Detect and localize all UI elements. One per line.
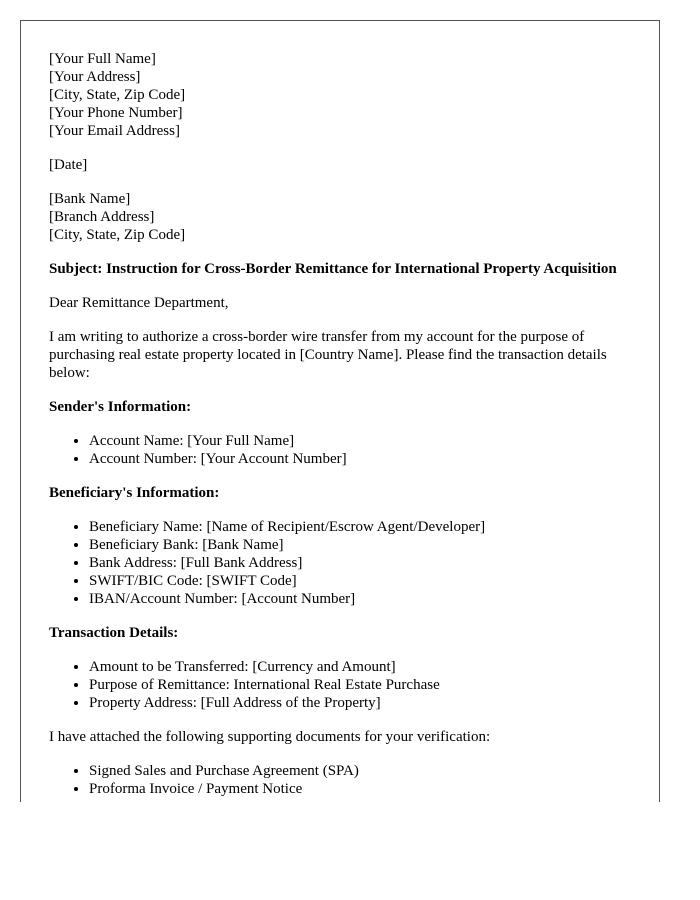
sender-city-state-zip: [City, State, Zip Code] <box>49 87 186 103</box>
bank-branch-address: [Branch Address] <box>49 209 155 225</box>
sender-phone: [Your Phone Number] <box>49 105 183 121</box>
subject-line: Subject: Instruction for Cross-Border Remittance for International Property Acquisition <box>49 261 617 277</box>
list-item: • SWIFT/BIC Code: [SWIFT Code] <box>89 572 631 590</box>
sender-email: [Your Email Address] <box>49 123 180 139</box>
transaction-details-list <box>49 658 631 712</box>
intro-paragraph: I am writing to authorize a cross-border wire transfer from my account for the purpose of purchasing real estate property located in [Country Name]. Please find the transaction details below: <box>49 329 607 381</box>
letter-date: [Date] <box>49 157 88 173</box>
list-item: • Property Address: [Full Address of the Property] <box>89 694 631 712</box>
sender-info-heading: Sender's Information: <box>49 399 192 415</box>
list-item: • Signed Sales and Purchase Agreement (SPA) <box>89 762 631 780</box>
letter-page <box>20 20 660 802</box>
list-item: • Beneficiary Name: [Name of Recipient/Escrow Agent/Developer] <box>89 518 631 536</box>
sender-full-name: [Your Full Name] <box>49 51 156 67</box>
attachments-intro: I have attached the following supporting documents for your verification: <box>49 729 491 745</box>
list-item: • Proforma Invoice / Payment Notice <box>89 780 631 798</box>
list-item: • Purpose of Remittance: International Real Estate Purchase <box>89 676 631 694</box>
bank-name: [Bank Name] <box>49 191 131 207</box>
list-item: • Account Number: [Your Account Number] <box>89 450 631 468</box>
bank-city-state-zip: [City, State, Zip Code] <box>49 227 186 243</box>
attachments-list <box>49 762 631 798</box>
list-item: • Account Name: [Your Full Name] <box>89 432 631 450</box>
bank-address-block <box>49 190 631 244</box>
sender-address-block <box>49 50 631 140</box>
salutation: Dear Remittance Department, <box>49 295 229 311</box>
list-item: • Beneficiary Bank: [Bank Name] <box>89 536 631 554</box>
list-item: • IBAN/Account Number: [Account Number] <box>89 590 631 608</box>
list-item: • Bank Address: [Full Bank Address] <box>89 554 631 572</box>
sender-info-list <box>49 432 631 468</box>
beneficiary-info-list <box>49 518 631 608</box>
transaction-details-heading: Transaction Details: <box>49 625 179 641</box>
beneficiary-info-heading: Beneficiary's Information: <box>49 485 220 501</box>
sender-address: [Your Address] <box>49 69 141 85</box>
list-item: • Amount to be Transferred: [Currency and Amount] <box>89 658 631 676</box>
